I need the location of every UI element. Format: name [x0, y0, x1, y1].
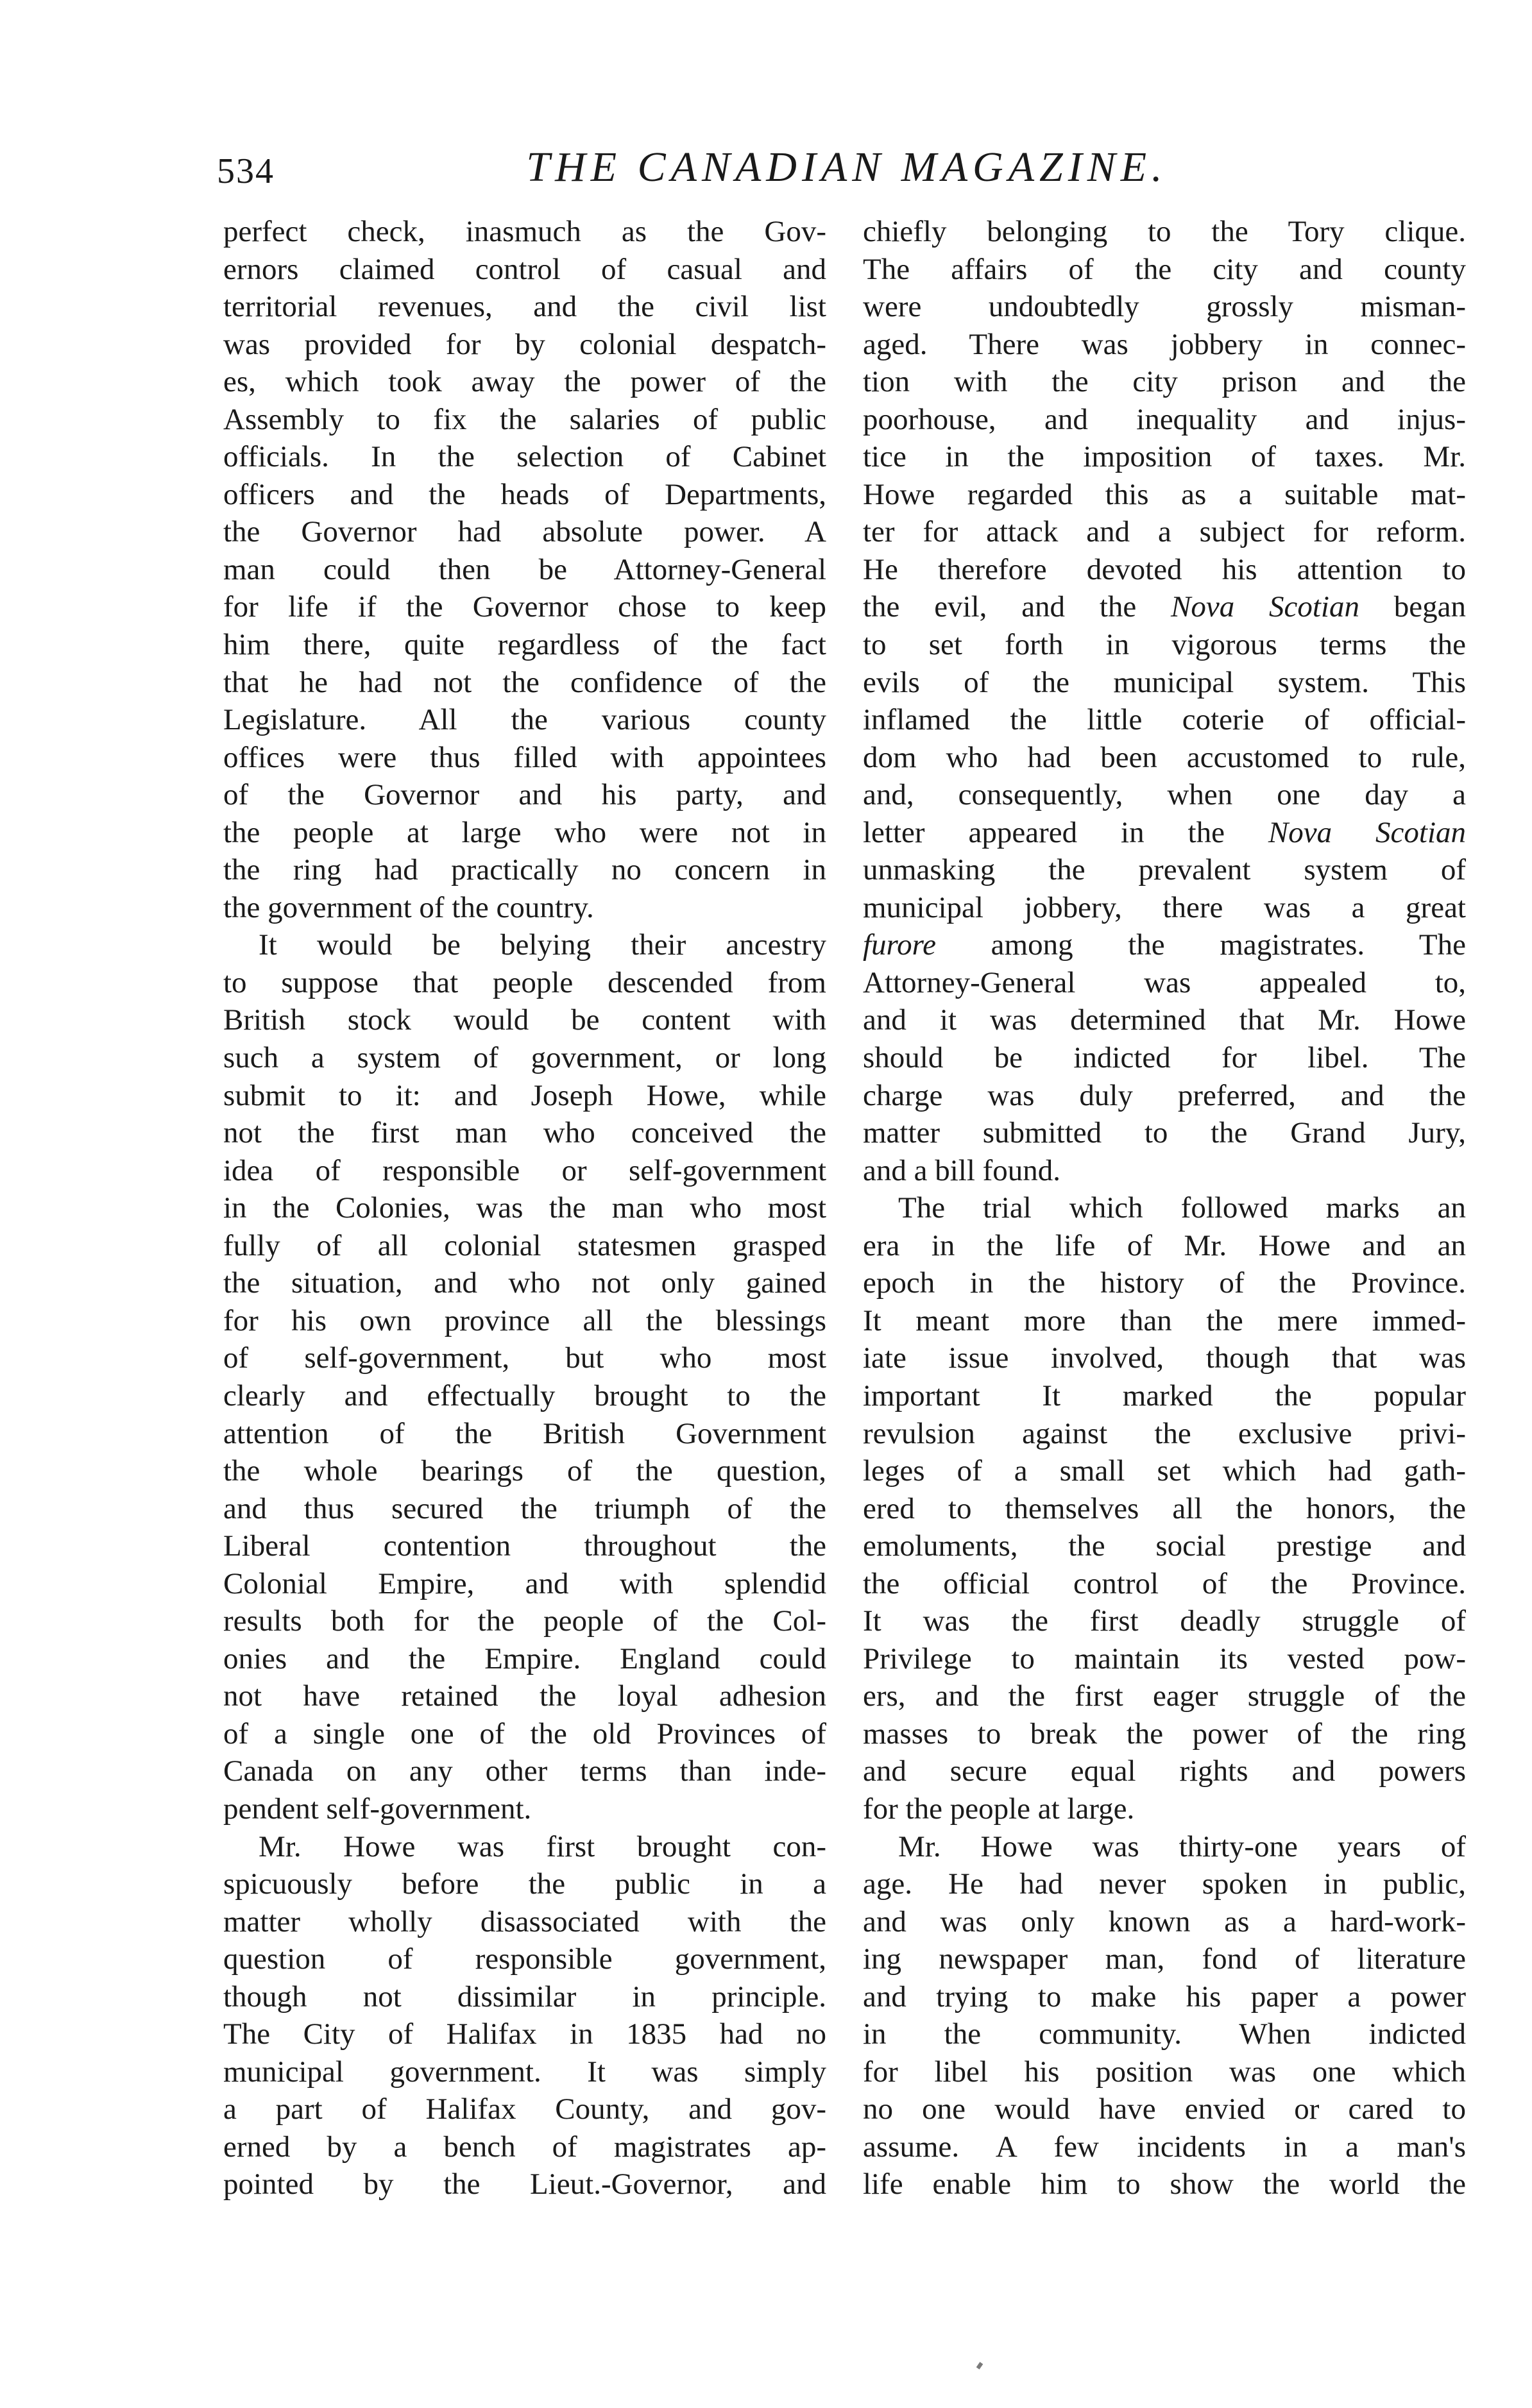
text-line: the official control of the Province.: [863, 1566, 1466, 1600]
text-line: The City of Halifax in 1835 had no: [223, 2017, 826, 2051]
text-line: fully of all colonial statesmen grasped: [223, 1228, 826, 1262]
text-line: of a single one of the old Provinces of: [223, 1717, 826, 1751]
text-line: epoch in the history of the Province.: [863, 1266, 1466, 1300]
text-line: Legislature. All the various county: [223, 703, 826, 737]
text-line: man could then be Attorney-General: [223, 552, 826, 586]
text-line: charge was duly preferred, and the: [863, 1078, 1466, 1112]
text-line: ing newspaper man, fond of literature: [863, 1942, 1466, 1976]
text-line: and it was determined that Mr. Howe: [863, 1003, 1466, 1037]
text-line: emoluments, the social prestige and: [863, 1529, 1466, 1563]
running-header: [0, 131, 1532, 208]
print-smudge: [976, 2362, 983, 2370]
text-line: Canada on any other terms than inde-: [223, 1754, 826, 1788]
text-line: for the people at large.: [863, 1792, 1135, 1826]
text-line: though not dissimilar in principle.: [223, 1980, 826, 2014]
text-line: of the Governor and his party, and: [223, 778, 826, 812]
text-line: ered to themselves all the honors, the: [863, 1491, 1466, 1525]
text-line: age. He had never spoken in public,: [863, 1867, 1466, 1901]
text-line: officials. In the selection of Cabinet: [223, 440, 826, 474]
text-line: erned by a bench of magistrates ap-: [223, 2130, 826, 2164]
left-column: [223, 213, 826, 2203]
text-line: in the community. When indicted: [863, 2017, 1466, 2051]
text-line: should be indicted for libel. The: [863, 1041, 1466, 1075]
text-line: and thus secured the triumph of the: [223, 1491, 826, 1525]
text-line: aged. There was jobbery in connec-: [863, 327, 1466, 361]
text-line: and a bill found.: [863, 1153, 1061, 1187]
text-line: the government of the country.: [223, 890, 594, 924]
text-line: for life if the Governor chose to keep: [223, 590, 826, 624]
text-line: in the Colonies, was the man who most: [223, 1191, 826, 1225]
text-line: for his own province all the blessings: [223, 1303, 826, 1337]
text-line: the whole bearings of the question,: [223, 1454, 826, 1488]
text-line: spicuously before the public in a: [223, 1867, 826, 1901]
text-line: clearly and effectually brought to the: [223, 1378, 826, 1412]
text-line: Liberal contention throughout the: [223, 1529, 826, 1563]
text-line: Attorney-General was appealed to,: [863, 965, 1466, 999]
text-line: important It marked the popular: [863, 1378, 1466, 1412]
running-title: THE CANADIAN MAGAZINE.: [526, 144, 1168, 191]
text-line: era in the life of Mr. Howe and an: [863, 1228, 1466, 1262]
text-line: pendent self-government.: [223, 1792, 532, 1826]
text-line: unmasking the prevalent system of: [863, 853, 1466, 887]
text-line: for libel his position was one which: [863, 2055, 1466, 2089]
text-line: offices were thus filled with appointees: [223, 740, 826, 774]
text-line: Mr. Howe was thirty-one years of: [898, 1829, 1466, 1863]
text-line: no one would have envied or cared to: [863, 2092, 1466, 2126]
text-line: iate issue involved, though that was: [863, 1341, 1466, 1375]
text-line: He therefore devoted his attention to: [863, 552, 1466, 586]
text-line: him there, quite regardless of the fact: [223, 628, 826, 662]
text-line: tice in the imposition of taxes. Mr.: [863, 440, 1466, 474]
text-line: matter submitted to the Grand Jury,: [863, 1116, 1466, 1150]
text-line: leges of a small set which had gath-: [863, 1454, 1466, 1488]
text-line: letter appeared in the Nova Scotian: [863, 815, 1466, 849]
text-line: municipal jobbery, there was a great: [863, 890, 1466, 924]
text-line: dom who had been accustomed to rule,: [863, 740, 1466, 774]
text-line: It meant more than the mere immed-: [863, 1303, 1466, 1337]
text-line: masses to break the power of the ring: [863, 1717, 1466, 1751]
text-line: The affairs of the city and county: [863, 252, 1466, 286]
text-line: and was only known as a hard-work-: [863, 1904, 1466, 1938]
text-line: to set forth in vigorous terms the: [863, 628, 1466, 662]
text-line: that he had not the confidence of the: [223, 665, 826, 699]
text-line: furore among the magistrates. The: [863, 928, 1466, 962]
text-line: results both for the people of the Col-: [223, 1604, 826, 1638]
text-line: not have retained the loyal adhesion: [223, 1679, 826, 1713]
text-line: such a system of government, or long: [223, 1041, 826, 1075]
text-line: the situation, and who not only gained: [223, 1266, 826, 1300]
text-line: and trying to make his paper a power: [863, 1980, 1466, 2014]
text-line: territorial revenues, and the civil list: [223, 290, 826, 324]
text-line: Assembly to fix the salaries of public: [223, 402, 826, 436]
text-line: ernors claimed control of casual and: [223, 252, 826, 286]
text-line: idea of responsible or self-government: [223, 1153, 826, 1187]
text-line: Colonial Empire, and with splendid: [223, 1566, 826, 1600]
text-line: the people at large who were not in: [223, 815, 826, 849]
text-line: attention of the British Government: [223, 1416, 826, 1450]
text-line: the evil, and the Nova Scotian began: [863, 590, 1466, 624]
text-line: question of responsible government,: [223, 1942, 826, 1976]
text-line: officers and the heads of Departments,: [223, 477, 826, 511]
text-line: chiefly belonging to the Tory clique.: [863, 215, 1466, 248]
page-number: 534: [217, 151, 275, 191]
text-line: British stock would be content with: [223, 1003, 826, 1037]
text-line: evils of the municipal system. This: [863, 665, 1466, 699]
text-line: perfect check, inasmuch as the Gov-: [223, 215, 826, 248]
text-line: were undoubtedly grossly misman-: [863, 290, 1466, 324]
text-line: the Governor had absolute power. A: [223, 515, 826, 549]
text-line: not the first man who conceived the: [223, 1116, 826, 1150]
text-line: the ring had practically no concern in: [223, 853, 826, 887]
text-line: es, which took away the power of the: [223, 365, 826, 399]
text-line: was provided for by colonial despatch-: [223, 327, 826, 361]
text-line: pointed by the Lieut.-Governor, and: [223, 2167, 826, 2201]
text-line: poorhouse, and inequality and injus-: [863, 402, 1466, 436]
text-line: a part of Halifax County, and gov-: [223, 2092, 826, 2126]
text-line: matter wholly disassociated with the: [223, 1904, 826, 1938]
text-line: life enable him to show the world the: [863, 2167, 1466, 2201]
text-line: tion with the city prison and the: [863, 365, 1466, 399]
text-line: of self-government, but who most: [223, 1341, 826, 1375]
text-line: and secure equal rights and powers: [863, 1754, 1466, 1788]
text-line: submit to it: and Joseph Howe, while: [223, 1078, 826, 1112]
text-line: revulsion against the exclusive privi-: [863, 1416, 1466, 1450]
text-line: inflamed the little coterie of official-: [863, 703, 1466, 737]
text-line: It would be belying their ancestry: [259, 928, 826, 962]
text-line: It was the first deadly struggle of: [863, 1604, 1466, 1638]
right-column: [863, 213, 1466, 2203]
text-line: Privilege to maintain its vested pow-: [863, 1641, 1466, 1675]
text-line: to suppose that people descended from: [223, 965, 826, 999]
text-line: assume. A few incidents in a man's: [863, 2130, 1466, 2164]
text-line: municipal government. It was simply: [223, 2055, 826, 2089]
text-line: Mr. Howe was first brought con-: [259, 1829, 826, 1863]
text-line: Howe regarded this as a suitable mat-: [863, 477, 1466, 511]
text-line: onies and the Empire. England could: [223, 1641, 826, 1675]
text-line: ter for attack and a subject for reform.: [863, 515, 1466, 549]
text-line: The trial which followed marks an: [898, 1191, 1466, 1225]
text-line: and, consequently, when one day a: [863, 778, 1466, 812]
text-line: ers, and the first eager struggle of the: [863, 1679, 1466, 1713]
